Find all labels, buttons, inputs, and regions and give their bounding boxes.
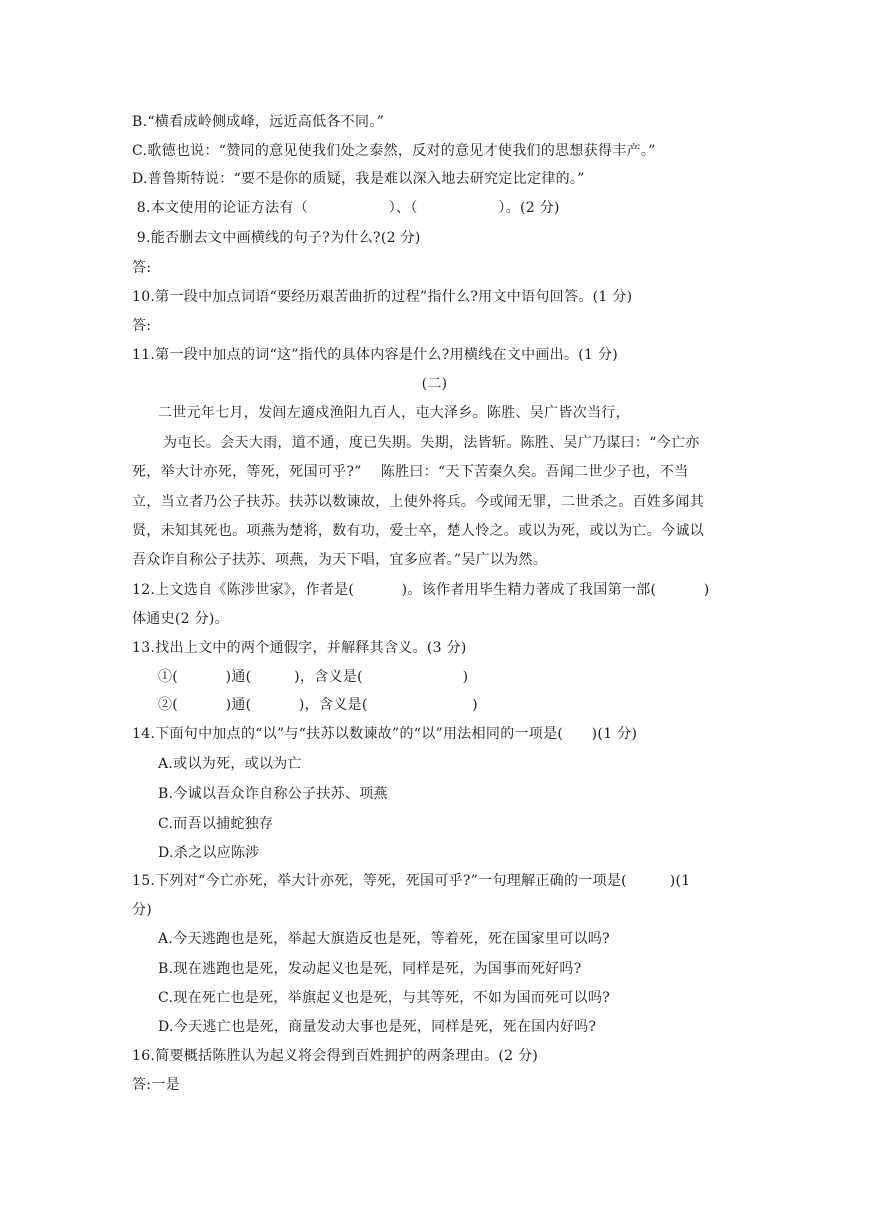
question-15-option-c: C.现在死亡也是死，举旗起义也是死，与其等死，不如为国而死可以吗?	[158, 990, 611, 1006]
question-13-item-1: ①( )通( )，含义是( )	[158, 669, 469, 685]
question-11: 11.第一段中加点的词“这”指代的具体内容是什么?用横线在文中画出。(1 分)	[132, 347, 619, 363]
passage-line: 二世元年七月，发闾左適戍渔阳九百人，屯大泽乡。陈胜、吴广皆次当行，	[158, 405, 630, 421]
question-14: 14.下面句中加点的“以”与“扶苏以数谏故”的“以”用法相同的一项是( )(1 分)	[132, 726, 638, 742]
question-10: 10.第一段中加点词语“要经历艰苦曲折的过程”指什么?用文中语句回答。(1 分)	[132, 289, 633, 305]
question-13-item-2: ②( )通( )，含义是( )	[158, 697, 478, 713]
option-d-line: D.普鲁斯特说：“要不是你的质疑，我是难以深入地去研究定比定律的。”	[132, 171, 585, 187]
answer-9-label: 答:	[132, 260, 152, 276]
question-8: 8.本文使用的论证方法有（ ）、（ ）。(2 分)	[132, 200, 560, 216]
question-15-option-a: A.今天逃跑也是死，举起大旗造反也是死，等着死，死在国家里可以吗?	[158, 931, 610, 947]
passage-line: 贤，未知其死也。项燕为楚将，数有功，爱士卒，楚人怜之。或以为死，或以为亡。今诚以	[132, 523, 704, 539]
question-15-option-b: B.现在逃跑也是死，发动起义也是死，同样是死，为国事而死好吗?	[158, 961, 582, 977]
option-b-line: B.“横看成岭侧成峰，远近高低各不同。”	[132, 114, 385, 130]
question-15-option-d: D.今天逃亡也是死，商量发动大事也是死，同样是死，死在国内好吗?	[158, 1019, 597, 1035]
question-14-option-a: A.或以为死，或以为亡	[158, 756, 302, 772]
question-12-cont: 体通史(2 分)。	[132, 611, 229, 627]
question-12: 12.上文选自《陈涉世家》，作者是( )。该作者用毕生精力著成了我国第一部( )	[132, 582, 710, 598]
passage-line: 死，举大计亦死，等死，死国可乎?” 陈胜曰：“天下苦秦久矣。吾闻二世少子也，不当	[132, 464, 689, 480]
option-c-line: C.歌德也说：“赞同的意见使我们处之泰然，反对的意见才使我们的思想获得丰产。”	[132, 143, 656, 159]
question-9: 9.能否删去文中画横线的句子?为什么?(2 分)	[132, 230, 421, 246]
answer-10-label: 答:	[132, 318, 152, 334]
section-heading: (二)	[421, 376, 448, 392]
answer-16-label: 答:一是	[132, 1077, 180, 1093]
passage-line: 吾众诈自称公子扶苏、项燕，为天下唱，宜多应者。”吴广以为然。	[132, 552, 548, 568]
question-16: 16.简要概括陈胜认为起义将会得到百姓拥护的两条理由。(2 分)	[132, 1048, 539, 1064]
question-15-cont: 分)	[132, 902, 153, 918]
question-13: 13.找出上文中的两个通假字，并解释其含义。(3 分)	[132, 640, 467, 656]
question-14-option-c: C.而吾以捕蛇独存	[158, 816, 274, 832]
question-14-option-b: B.今诚以吾众诈自称公子扶苏、项燕	[158, 786, 388, 802]
passage-line: 立，当立者乃公子扶苏。扶苏以数谏故，上使外将兵。今或闻无罪，二世杀之。百姓多闻其	[132, 494, 704, 510]
question-14-option-d: D.杀之以应陈涉	[158, 845, 260, 861]
passage-line: 为屯长。会天大雨，道不通，度已失期。失期，法皆斩。陈胜、吴广乃谋曰：“今亡亦	[163, 435, 700, 451]
question-15: 15.下列对“今亡亦死，举大计亦死，等死，死国可乎?”一句理解正确的一项是( )(1	[132, 873, 691, 889]
